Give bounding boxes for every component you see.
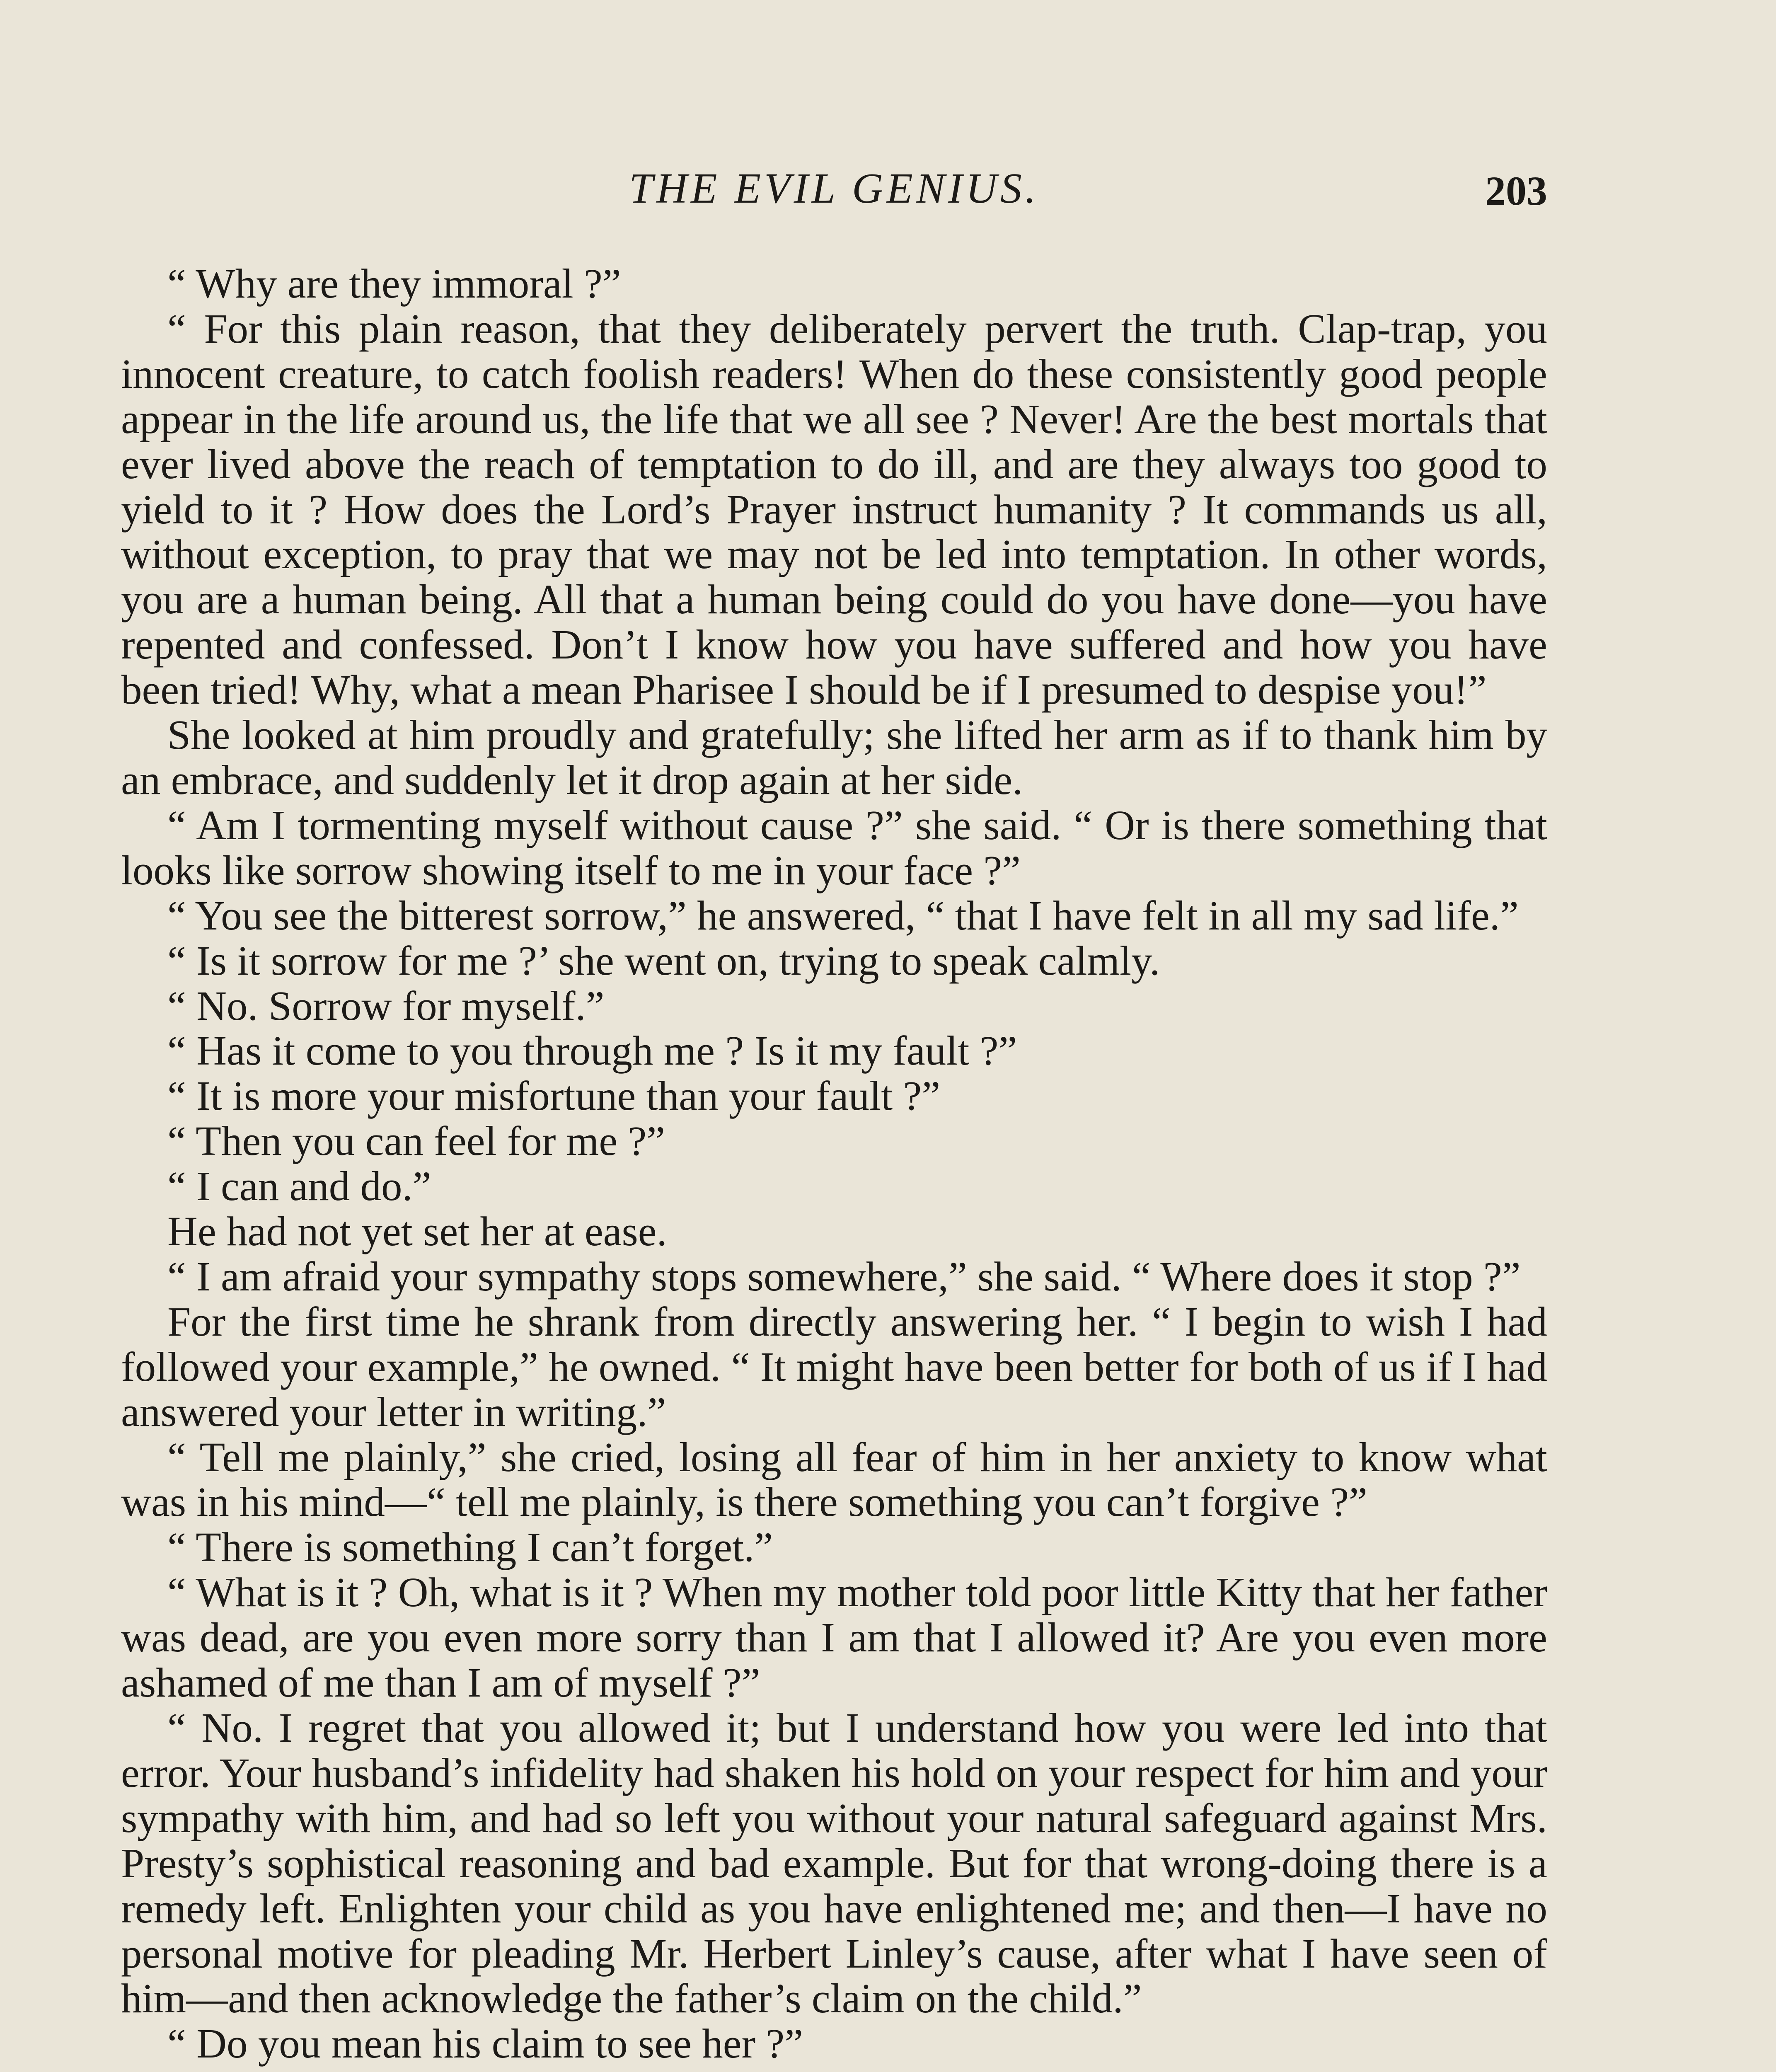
paragraph: “ I can and do.” bbox=[167, 1163, 431, 1210]
paragraph: “ Tell me plainly,” she cried, losing all fear of him in her anxiety to know what was in his mind—“ tell me plainly, is there something you can’t forgive ?” bbox=[121, 1433, 1547, 1525]
paragraph: “ It is more your misfortune than your fault ?” bbox=[167, 1072, 941, 1119]
paragraph: “ No. Sorrow for myself.” bbox=[167, 982, 605, 1029]
body-text bbox=[121, 261, 1547, 2066]
paragraph: She looked at him proudly and gratefully; she lifted her arm as if to thank him by an embrace, and suddenly let it drop again at her side. bbox=[121, 712, 1547, 803]
paragraph: “ Do you mean his claim to see her ?” bbox=[167, 2020, 803, 2067]
paragraph: “ Then you can feel for me ?” bbox=[167, 1118, 665, 1164]
paragraph: “ No. I regret that you allowed it; but I understand how you were led into that error. Your husband’s infidelity had shaken his hold on your respect for him and your sympathy with him, and had so left you without your natural safeguard against Mrs. Presty’s sophistical reasoning and bad example. But for that wrong-doing there is a remedy left. Enlighten your child as you have enlightened me; and then—I have no personal motive for pleading Mr. Herbert Linley’s cause, after what I have seen of him—and then acknowledge the father’s claim on the child.” bbox=[121, 1704, 1547, 2022]
paragraph: “ You see the bitterest sorrow,” he answered, “ that I have felt in all my sad life.” bbox=[167, 892, 1519, 939]
paragraph: “ There is something I can’t forget.” bbox=[167, 1524, 773, 1571]
paragraph: “ What is it ? Oh, what is it ? When my mother told poor little Kitty that her father was dead, are you even more sorry than I am that I allowed it? Are you even more ashamed of me than I am of myself ?” bbox=[121, 1569, 1547, 1706]
paragraph: “ Is it sorrow for me ?’ she went on, trying to speak calmly. bbox=[167, 937, 1160, 984]
page-header bbox=[121, 164, 1547, 213]
paragraph: “ I am afraid your sympathy stops somewhere,” she said. “ Where does it stop ?” bbox=[167, 1253, 1521, 1300]
paragraph: “ Am I tormenting myself without cause ?” she said. “ Or is there something that looks like sorrow showing itself to me in your face ?” bbox=[121, 801, 1547, 893]
paragraph: He had not yet set her at ease. bbox=[167, 1208, 667, 1255]
paragraph: “ Has it come to you through me ? Is it my fault ?” bbox=[167, 1027, 1017, 1074]
paragraph: For the first time he shrank from directly answering her. “ I begin to wish I had followed your example,” he owned. “ It might have been better for both of us if I had answered your letter in writing.” bbox=[121, 1298, 1547, 1435]
paragraph: “ Why are they immoral ?” bbox=[167, 260, 621, 307]
page-number: 203 bbox=[1485, 168, 1547, 214]
running-title: THE EVIL GENIUS. bbox=[629, 165, 1039, 212]
paragraph: “ For this plain reason, that they deliberately pervert the truth. Clap-trap, you innocent creature, to catch foolish readers! When do these consistently good people appear in the life around us, the life that we all see ? Never! Are the best mortals that ever lived above the reach of temptation to do ill, and are they always too good to yield to it ? How does the Lord’s Prayer instruct humanity ? It commands us all, without exception, to pray that we may not be led into temptation. In other words, you are a human being. All that a human being could do you have done—you have repented and confessed. Don’t I know how you have suffered and how you have been tried! Why, what a mean Pharisee I should be if I presumed to despise you!” bbox=[121, 305, 1547, 713]
